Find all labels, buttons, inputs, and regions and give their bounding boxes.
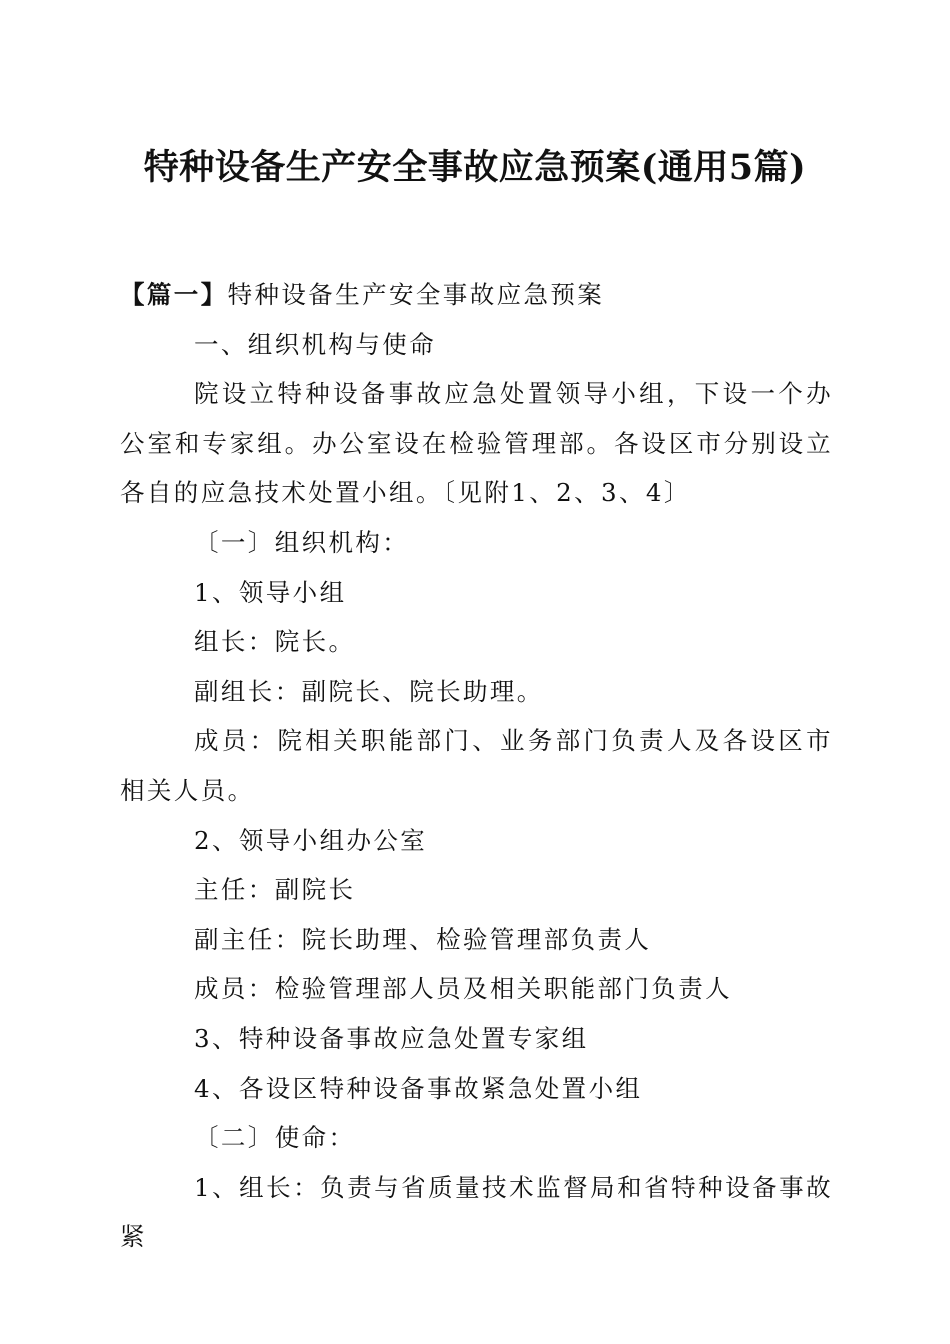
item-members: 成员：院相关职能部门、业务部门负责人及各设区市相关人员。: [120, 726, 833, 805]
item-city-groups: 4、各设区特种设备事故紧急处置小组: [194, 1073, 643, 1103]
item-leader-duty: 1、组长：负责与省质量技术监督局和省特种设备事故紧: [120, 1172, 833, 1252]
subheading-mission: 〔二〕使命：: [194, 1123, 356, 1153]
item-expert-group: 3、特种设备事故应急处置专家组: [194, 1023, 589, 1053]
document-body: [120, 270, 833, 1262]
section-heading: [120, 270, 833, 320]
heading-organization-mission: 一、组织机构与使命: [194, 329, 437, 359]
item-group-leader: 组长：院长。: [194, 627, 356, 657]
document-title: 特种设备生产安全事故应急预案(通用5篇): [143, 147, 807, 188]
paragraph-intro: 院设立特种设备事故应急处置领导小组，下设一个办公室和专家组。办公室设在检验管理部。各设区市分别设立各自的应急技术处置小组。〔见附1、2、3、4〕: [120, 379, 833, 508]
subheading-organization: 〔一〕组织机构：: [194, 527, 410, 557]
item-deputy-director: 副主任：院长助理、检验管理部负责人: [194, 924, 652, 954]
item-office-members: 成员：检验管理部人员及相关职能部门负责人: [194, 974, 732, 1004]
section-marker: 【篇一】: [120, 280, 228, 309]
item-director: 主任：副院长: [194, 875, 356, 905]
item-office: 2、领导小组办公室: [194, 825, 428, 855]
section-title: 特种设备生产安全事故应急预案: [227, 280, 605, 309]
item-leading-group: 1、领导小组: [194, 577, 347, 607]
item-deputy-leader: 副组长：副院长、院长助理。: [194, 676, 544, 706]
